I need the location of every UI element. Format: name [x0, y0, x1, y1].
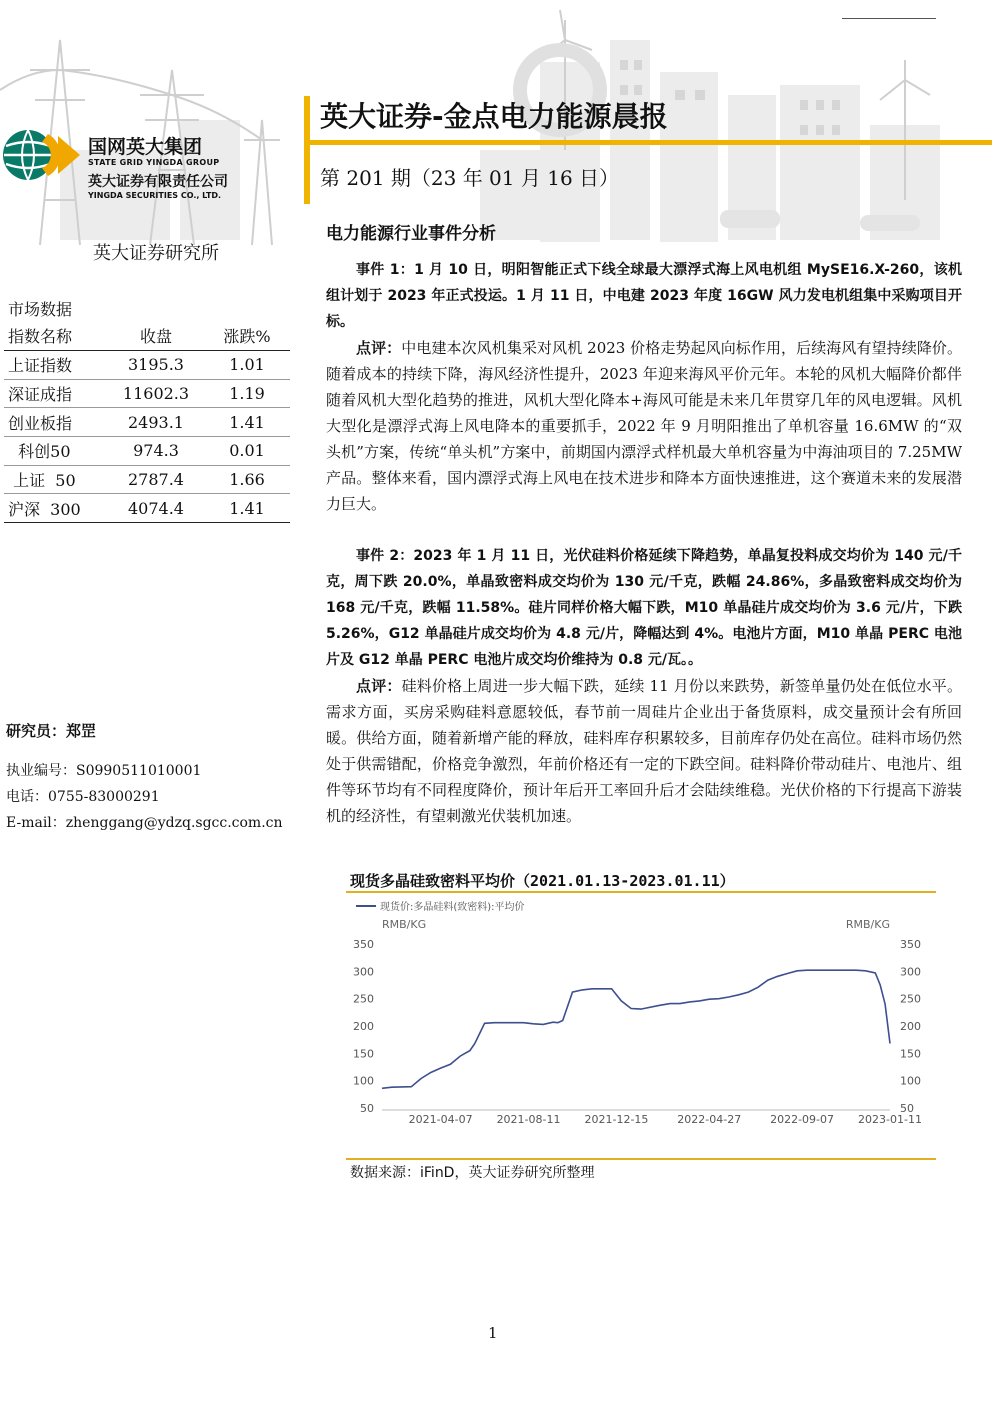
y-tick-label-right: 150 — [900, 1047, 921, 1061]
index-change: 1.19 — [204, 379, 290, 408]
comment-label: 点评： — [356, 677, 402, 695]
comment-label: 点评： — [356, 339, 402, 357]
unit-right: RMB/KG — [845, 918, 890, 931]
x-tick-label: 2021-12-15 — [584, 1113, 649, 1126]
x-tick-label: 2021-04-07 — [408, 1113, 473, 1126]
index-close: 974.3 — [108, 437, 204, 466]
y-tick-label-left: 250 — [353, 992, 374, 1006]
index-name: 上证指数 — [4, 351, 108, 380]
event-1-text: 事件 1：1 月 10 日，明阳智能正式下线全球最大漂浮式海上风电机组 MySE16.X-260，该机组计划于 2023 年正式投运。1 月 11 日，中电建 2023 年度 16GW 风力发电机组集中采购项目开标。 — [326, 262, 962, 330]
y-axis-left — [353, 938, 374, 1115]
table-row — [4, 494, 290, 523]
x-tick-label: 2022-09-07 — [770, 1113, 835, 1126]
index-change: 1.41 — [204, 494, 290, 523]
event-2-text: 事件 2：2023 年 1 月 11 日，光伏硅料价格延续下降趋势，单晶复投料成交均价为 140 元/千克，周下跌 20.0%，单晶致密料成交均价为 130 元/千克，跌幅 24.86%，多晶致密料成交均价为 168 元/千克，跌幅 11.58%。硅片同样价格大幅下跌，M10 单晶硅片成交均价为 3.6 元/片，下跌 5.26%，G12 单晶硅片成交均价为 4.8 元/片，降幅达到 4%。电池片方面，M10 单晶 PERC 电池片及 G12 单晶 PERC 电池片成交均价维持为 0.8 元/瓦。。 — [326, 548, 962, 668]
chart-frame — [346, 891, 936, 1160]
y-tick-label-left: 350 — [353, 938, 374, 951]
title-rule — [304, 140, 992, 145]
table-row — [4, 351, 290, 380]
analyst-phone: 电话：0755-83000291 — [6, 789, 160, 805]
index-close: 4074.4 — [108, 494, 204, 523]
series-line — [382, 970, 890, 1088]
x-axis — [409, 1113, 922, 1126]
state-grid-logo-icon — [2, 128, 82, 182]
index-close: 2493.1 — [108, 408, 204, 437]
legend-label: 现货价:多晶硅料(致密料):平均价 — [380, 902, 525, 913]
logo-cn-name: 国网英大集团 — [88, 136, 203, 158]
analyst-name: 研究员：郑罡 — [6, 722, 97, 740]
issue-date: 第 201 期（23 年 01 月 16 日） — [320, 166, 620, 190]
company-cn-name: 英大证券有限责任公司 — [88, 174, 228, 190]
y-tick-label-left: 150 — [353, 1047, 374, 1061]
y-tick-label-left: 100 — [353, 1074, 374, 1088]
logo-en-name: STATE GRID YINGDA GROUP — [88, 158, 220, 167]
y-tick-label-right: 100 — [900, 1074, 921, 1088]
index-close: 11602.3 — [108, 379, 204, 408]
index-name: 深证成指 — [4, 379, 108, 408]
table-row — [4, 408, 290, 437]
analyst-email: E-mail：zhenggang@ydzq.sgcc.com.cn — [6, 815, 283, 831]
page-number: 1 — [488, 1324, 498, 1342]
index-name: 创业板指 — [4, 408, 108, 437]
table-row — [4, 437, 290, 466]
index-change: 1.41 — [204, 408, 290, 437]
unit-left: RMB/KG — [382, 918, 427, 931]
index-name: 沪深 300 — [4, 494, 108, 523]
index-close: 3195.3 — [108, 351, 204, 380]
table-header-row — [4, 321, 290, 351]
company-en-name: YINGDA SECURITIES CO., LTD. — [88, 191, 222, 200]
data-source: 数据来源：iFinD，英大证券研究所整理 — [350, 1165, 595, 1181]
institute-name: 英大证券研究所 — [93, 243, 219, 264]
index-name: 上证 50 — [4, 465, 108, 494]
table-row — [4, 379, 290, 408]
chart-title: 现货多晶硅致密料平均价（2021.01.13-2023.01.11） — [350, 872, 735, 890]
event-1-comment-text: 中电建本次风机集采对风机 2023 价格走势起风向标作用，后续海风有望持续降价。随着成本的持续下降，海风经济性提升，2023 年迎来海风平价元年。本轮的风机大幅降价都伴随着风机大型化趋势的推进，风机大型化降本+海风可能是未来几年贯穿几年的风电逻辑。风机大型化是漂浮式海上风电降本的重要抓手，2022 年 9 月明阳推出了单机容量 16.6MW 的“双头机”方案，传统“单头机”方案中，前期国内漂浮式样机最大单机容量为中海油项目的 7.25MW 产品。整体来看，国内漂浮式海上风电在技术进步和降本方面快速推进，这个赛道未来的发展潜力巨大。 — [326, 339, 962, 513]
col-change: 涨跌% — [204, 321, 290, 351]
y-tick-label-left: 50 — [360, 1102, 374, 1115]
x-tick-label: 2023-01-11 — [858, 1113, 922, 1126]
index-change: 1.01 — [204, 351, 290, 380]
top-rule — [842, 18, 936, 19]
col-index-name: 指数名称 — [4, 321, 108, 351]
polysilicon-price-chart — [346, 893, 936, 1158]
index-change: 1.66 — [204, 465, 290, 494]
y-tick-label-right: 200 — [900, 1020, 921, 1033]
index-change: 0.01 — [204, 437, 290, 466]
y-tick-label-left: 200 — [353, 1020, 374, 1033]
col-close: 收盘 — [108, 321, 204, 351]
report-title: 英大证券-金点电力能源晨报 — [320, 100, 668, 133]
x-tick-label: 2021-08-11 — [496, 1113, 561, 1126]
y-tick-label-right: 250 — [900, 992, 921, 1006]
index-name: 科创50 — [4, 437, 108, 466]
title-accent-bar — [304, 96, 310, 204]
y-tick-label-right: 350 — [900, 938, 921, 951]
event-1-comment — [326, 335, 962, 517]
y-tick-label-right: 300 — [900, 965, 921, 979]
index-close: 2787.4 — [108, 465, 204, 494]
market-data-table — [4, 321, 290, 523]
y-axis-right — [900, 938, 921, 1115]
market-data-title: 市场数据 — [8, 300, 73, 319]
y-tick-label-left: 300 — [353, 965, 374, 979]
y-tick-label-right: 50 — [900, 1102, 914, 1115]
section-heading: 电力能源行业事件分析 — [326, 224, 496, 244]
event-2-comment — [326, 673, 962, 829]
event-2-comment-text: 硅料价格上周进一步大幅下跌，延续 11 月份以来跌势，新签单量仍处在低位水平。需求方面，买房采购硅料意愿较低，春节前一周硅片企业出于备货原料，成交量预计会有所回暖。供给方面，随着新增产能的释放，硅料库存积累较多，目前库存仍处在高位。硅料市场仍然处于供需错配，价格竞争激烈，年前价格还有一定的下跌空间。硅料降价带动硅片、电池片、组件等环节均有不同程度降价，预计年后开工率回升后才会陆续维稳。光伏价格的下行提高下游装机的经济性，有望刺激光伏装机加速。 — [326, 677, 962, 825]
table-row — [4, 465, 290, 494]
analyst-cert: 执业编号：S0990511010001 — [6, 763, 202, 779]
x-tick-label: 2022-04-27 — [677, 1113, 742, 1126]
